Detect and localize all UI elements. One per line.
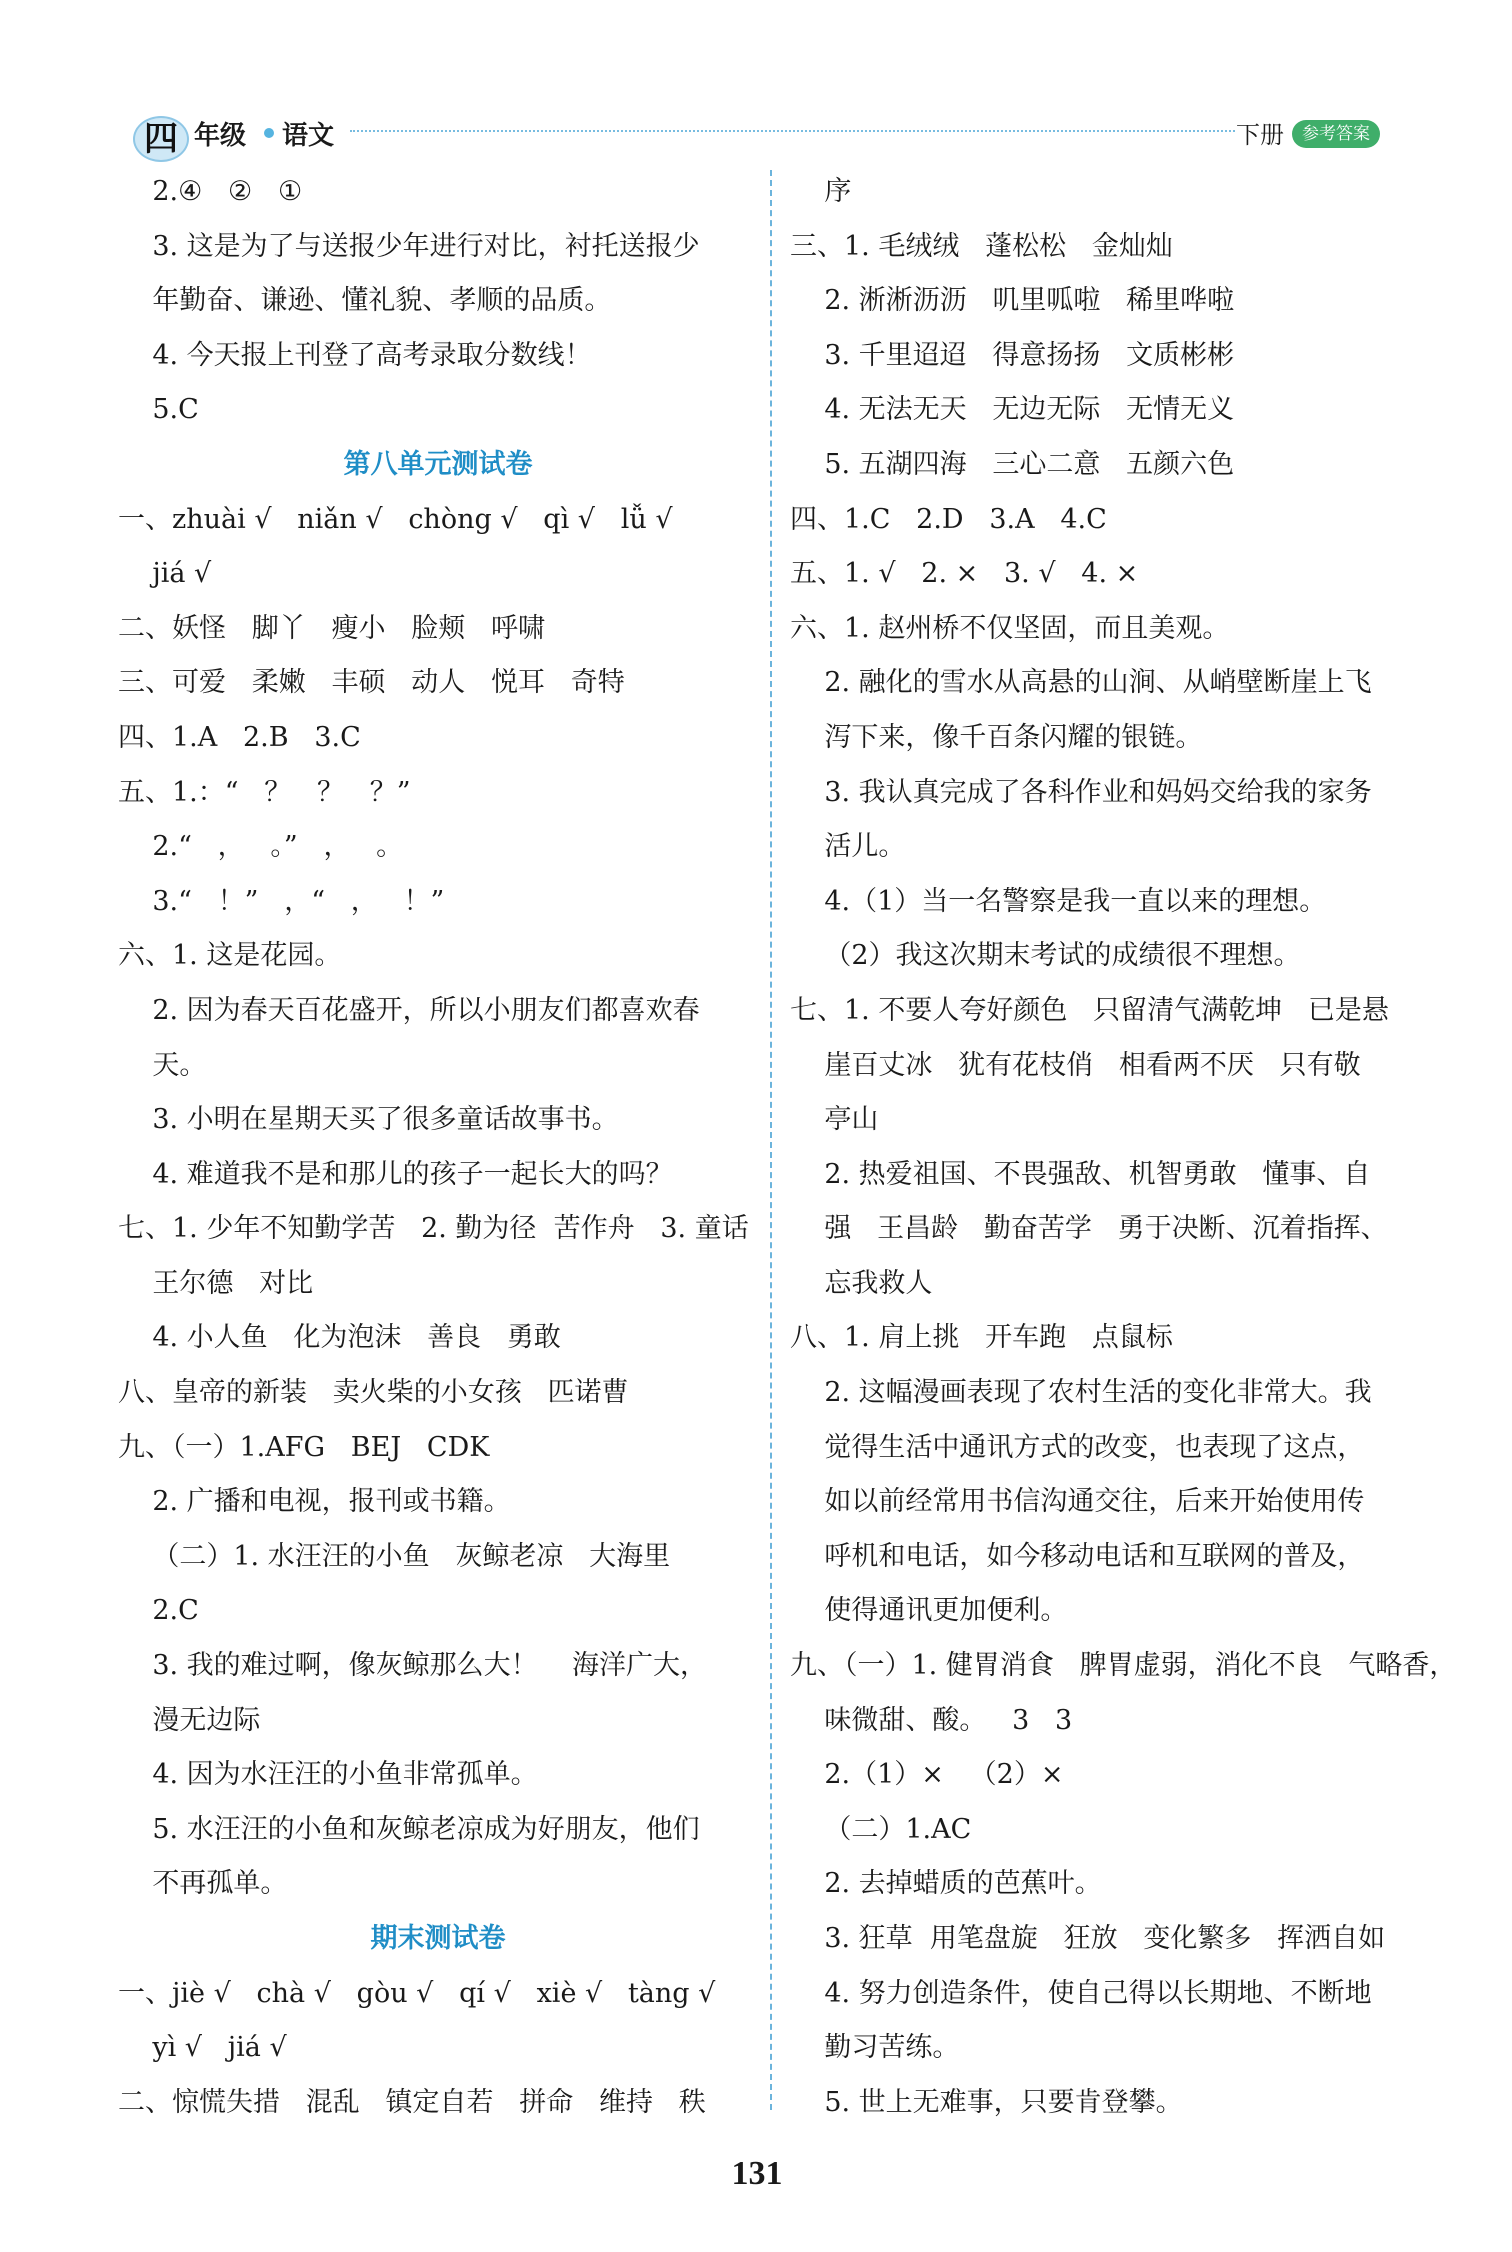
answer-line: 2.（1）× （2）×: [790, 1759, 1064, 1791]
answer-line: 天。: [118, 1049, 207, 1081]
answer-line: 2.“ ， 。” ， 。: [118, 831, 404, 863]
header-rule: [350, 130, 1235, 132]
answer-line: 崖百丈冰 犹有花枝俏 相看两不厌 只有敬: [790, 1049, 1361, 1081]
answer-line: 4. 难道我不是和那儿的孩子一起长大的吗？: [118, 1158, 673, 1190]
header-dot-icon: [264, 128, 274, 138]
answer-line: 4. 无法无天 无边无际 无情无义: [790, 394, 1235, 426]
answer-line: 5. 世上无难事，只要肯登攀。: [790, 2086, 1183, 2118]
answer-line: 觉得生活中通讯方式的改变，也表现了这点，: [790, 1431, 1365, 1463]
answer-line: 4. 小人鱼 化为泡沫 善良 勇敢: [118, 1322, 561, 1354]
answer-line: 九、（一）1. 健胃消食 脾胃虚弱，消化不良 气略香，: [790, 1650, 1457, 1682]
answer-line: 3. 小明在星期天买了很多童话故事书。: [118, 1104, 619, 1136]
section-heading: 期末测试卷: [370, 1923, 506, 1954]
answer-line: 2. 淅淅沥沥 叽里呱啦 稀里哗啦: [790, 285, 1235, 317]
header-volume: 下册: [1236, 121, 1284, 149]
answer-line: 强 王昌龄 勤奋苦学 勇于决断、沉着指挥、: [790, 1213, 1388, 1245]
answer-line: 四、1.A 2.B 3.C: [118, 721, 361, 753]
answer-line: 八、1. 肩上挑 开车跑 点鼠标: [790, 1322, 1173, 1354]
answer-line: 不再孤单。: [118, 1868, 288, 1900]
answer-line: 呼机和电话，如今移动电话和互联网的普及，: [790, 1540, 1365, 1572]
answer-line: 勤习苦练。: [790, 2032, 960, 2064]
column-divider: [770, 170, 772, 2110]
answer-line: 2. 这幅漫画表现了农村生活的变化非常大。我: [790, 1377, 1372, 1409]
answer-line: 5. 五湖四海 三心二意 五颜六色: [790, 448, 1235, 480]
answer-line: 五、1.：“ ？ ？ ？”: [118, 776, 411, 808]
answer-line: yì √ jiá √: [118, 2032, 287, 2064]
answer-line: 漫无边际: [118, 1704, 261, 1736]
answer-line: 2. 去掉蜡质的芭蕉叶。: [790, 1868, 1102, 1900]
answer-line: 2. 融化的雪水从高悬的山涧、从峭壁断崖上飞: [790, 667, 1372, 699]
answer-line: 2. 热爱祖国、不畏强敌、机智勇敢 懂事、自: [790, 1158, 1371, 1190]
header-answer-badge: 参考答案: [1292, 120, 1380, 148]
section-heading: 第八单元测试卷: [343, 448, 533, 480]
answer-line: 七、1. 少年不知勤学苦 2. 勤为径 苦作舟 3. 童话: [118, 1213, 749, 1245]
answer-line: 2. 广播和电视，报刊或书籍。: [118, 1486, 511, 1518]
answer-line: 4. 今天报上刊登了高考录取分数线！: [118, 339, 592, 371]
answer-line: 2.C: [118, 1595, 199, 1627]
left-column: [118, 165, 758, 2130]
answer-line: 3. 千里迢迢 得意扬扬 文质彬彬: [790, 339, 1235, 371]
answer-line: 八、皇帝的新装 卖火柴的小女孩 匹诺曹: [118, 1377, 629, 1409]
answer-line: 4. 因为水汪汪的小鱼非常孤单。: [118, 1759, 538, 1791]
answer-line: 年勤奋、谦逊、懂礼貌、孝顺的品质。: [118, 285, 612, 317]
answer-line: 二、惊慌失措 混乱 镇定自若 拼命 维持 秩: [118, 2086, 706, 2118]
answer-line: 2. 因为春天百花盛开，所以小朋友们都喜欢春: [118, 994, 700, 1026]
answer-line: 一、zhuài √ niǎn √ chòng √ qì √ lǚ √: [118, 503, 673, 535]
answer-line: 一、jiè √ chà √ gòu √ qí √ xiè √ tàng √: [118, 1977, 716, 2009]
answer-line: 如以前经常用书信沟通交往，后来开始使用传: [790, 1486, 1365, 1518]
answer-line: 序: [790, 176, 852, 207]
answer-line: 三、1. 毛绒绒 蓬松松 金灿灿: [790, 230, 1173, 262]
answer-line: 4.（1）当一名警察是我一直以来的理想。: [790, 885, 1327, 917]
answer-line: 3. 狂草 用笔盘旋 狂放 变化繁多 挥洒自如: [790, 1923, 1386, 1954]
header-grade-label: 年级: [194, 121, 247, 151]
answer-line: 七、1. 不要人夸好颜色 只留清气满乾坤 已是悬: [790, 994, 1389, 1026]
answer-line: 忘我救人: [790, 1267, 933, 1299]
answer-line: 四、1.C 2.D 3.A 4.C: [790, 503, 1107, 535]
answer-line: 3. 我的难过啊，像灰鲸那么大！ 海洋广大，: [118, 1650, 708, 1682]
right-column: [790, 165, 1457, 2130]
answer-line: 2.④ ② ①: [118, 176, 303, 207]
answer-line: 五、1. √ 2. × 3. √ 4. ×: [790, 558, 1139, 590]
answer-line: 六、1. 这是花园。: [118, 940, 342, 972]
answer-line: 六、1. 赵州桥不仅坚固，而且美观。: [790, 612, 1230, 644]
answer-line: 亭山: [790, 1104, 879, 1136]
answer-line: 5.C: [118, 394, 199, 426]
answer-line: 泻下来，像千百条闪耀的银链。: [790, 721, 1203, 753]
header-grade-ball: 四: [133, 116, 189, 162]
answer-line: 使得通讯更加便利。: [790, 1595, 1068, 1627]
answer-line: 3. 我认真完成了各科作业和妈妈交给我的家务: [790, 776, 1372, 808]
answer-line: 三、可爱 柔嫩 丰硕 动人 悦耳 奇特: [118, 667, 625, 699]
answer-line: 二、妖怪 脚丫 瘦小 脸颊 呼啸: [118, 612, 545, 644]
page-number: 131: [731, 2155, 783, 2192]
answer-line: 3. 这是为了与送报少年进行对比，衬托送报少: [118, 230, 700, 262]
answer-line: 王尔德 对比: [118, 1267, 314, 1299]
answer-line: 3.“ ！” ，“ ， ！”: [118, 885, 445, 917]
answer-line: jiá √: [118, 558, 212, 590]
header-subject: 语文: [282, 121, 335, 151]
answer-line: 4. 努力创造条件，使自己得以长期地、不断地: [790, 1977, 1372, 2009]
answer-line: 5. 水汪汪的小鱼和灰鲸老凉成为好朋友，他们: [118, 1813, 700, 1845]
answer-line: （二）1.AC: [790, 1813, 972, 1845]
answer-line: 九、（一）1.AFG BEJ CDK: [118, 1431, 490, 1463]
answer-line: 活儿。: [790, 831, 906, 863]
answer-line: 味微甜、酸。 3 3: [790, 1704, 1073, 1736]
answer-line: （2）我这次期末考试的成绩很不理想。: [790, 940, 1301, 972]
answer-line: （二）1. 水汪汪的小鱼 灰鲸老凉 大海里: [118, 1540, 671, 1572]
